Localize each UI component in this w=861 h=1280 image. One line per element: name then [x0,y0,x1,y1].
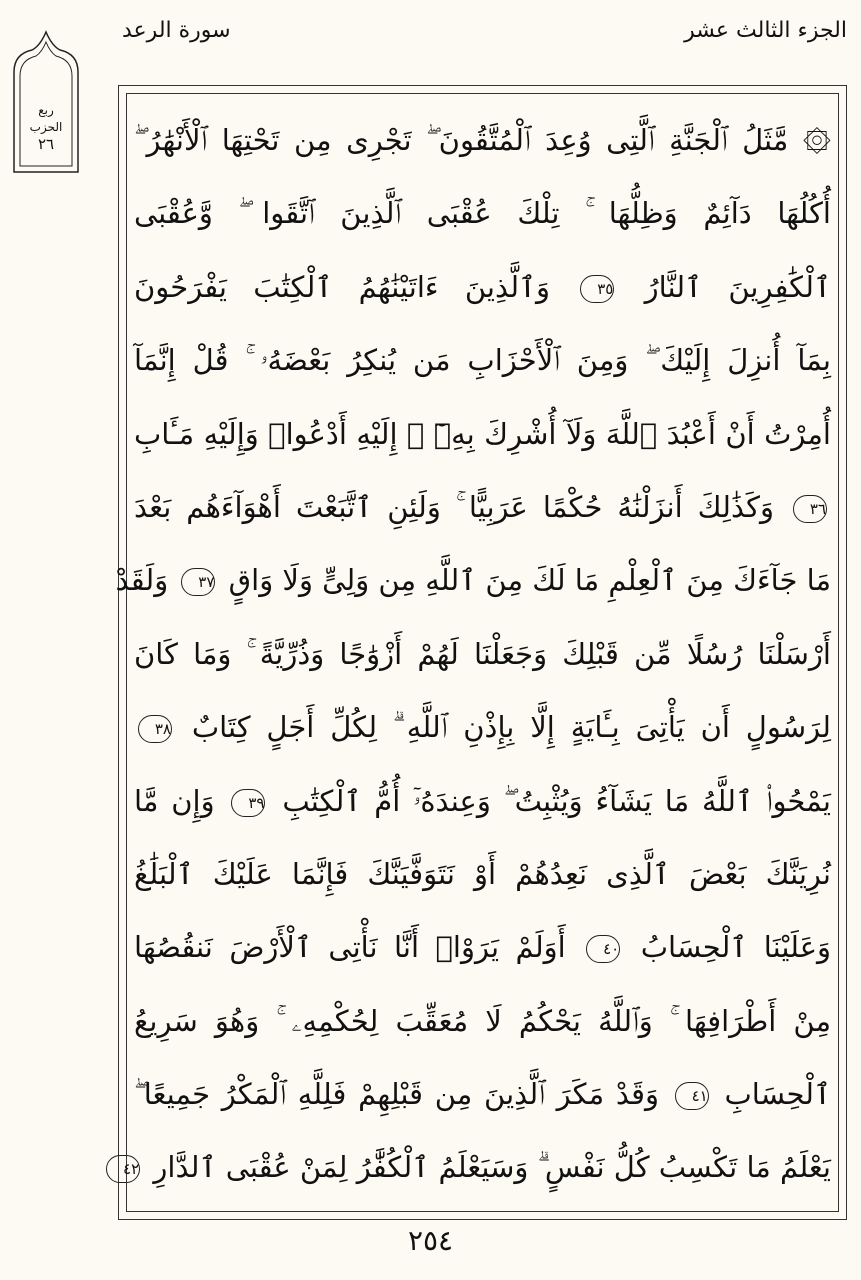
text-line: ٱلْحِسَابِ ٤١ وَقَدْ مَكَرَ ٱلَّذِينَ مِن قَبْلِهِمْ فَلِلَّهِ ٱلْمَكْرُ جَمِيعًا ۖ [134,1077,832,1112]
ayah-number: ٣٦ [793,495,827,523]
quran-text [115,104,832,1205]
text-line: مَا جَآءَكَ مِنَ ٱلْعِلْمِ مَا لَكَ مِنَ ٱللَّهِ مِن وَلِىٍّ وَلَا وَاقٍ ٣٧ وَلَقَدْ [115,563,831,598]
text-line: ۞ مَّثَلُ ٱلْجَنَّةِ ٱلَّتِى وُعِدَ ٱلْمُتَّقُونَ ۖ تَجْرِى مِن تَحْتِهَا ٱلْأَنْهَٰرُ ۖ [134,123,831,157]
ayah-number: ٣٨ [138,715,172,743]
hizb-quarter-label: ربع [38,103,54,117]
hizb-label: الحزب [29,120,63,134]
page-number: ٢٥٤ [407,1224,454,1257]
ayah-number: ٤٠ [586,935,620,963]
ayah-number: ٤١ [675,1082,709,1110]
text-line: ٣٦ وَكَذَٰلِكَ أَنزَلْنَٰهُ حُكْمًا عَرَبِيًّا ۚ وَلَئِنِ ٱتَّبَعْتَ أَهْوَآءَهُم بَعْدَ [134,489,827,524]
text-line: أَرْسَلْنَا رُسُلًا مِّن قَبْلِكَ وَجَعَلْنَا لَهُمْ أَزْوَٰجًا وَذُرِّيَّةً ۚ وَمَا كَانَ [134,636,831,671]
text-line: يَعْلَمُ مَا تَكْسِبُ كُلُّ نَفْسٍ ۗ وَسَيَعْلَمُ ٱلْكُفَّٰرُ لِمَنْ عُقْبَى ٱلدَّارِ ٤٢ [134,1131,831,1204]
text-line: ٱلْكَٰفِرِينَ ٱلنَّارُ ٣٥ وَٱلَّذِينَ ءَاتَيْنَٰهُمُ ٱلْكِتَٰبَ يَفْرَحُونَ [134,269,831,304]
juz-title: الجزء الثالث عشر [684,18,847,43]
text-line: أُكُلُهَا دَآئِمٌ وَظِلُّهَا ۚ تِلْكَ عُقْبَى ٱلَّذِينَ ٱتَّقَوا ۖ وَّعُقْبَى [134,196,831,231]
text-line: مِنْ أَطْرَافِهَا ۚ وَٱللَّهُ يَحْكُمُ لَا مُعَقِّبَ لِحُكْمِهِۦ ۚ وَهُوَ سَرِيعُ [134,1003,831,1038]
ayah-number: ٣٥ [580,275,614,303]
ayah-number: ٣٩ [231,789,265,817]
text-line: أُمِرْتُ أَنْ أَعْبُدَ ٱللَّهَ وَلَآ أُشْرِكَ بِهِۦٓ ۚ إِلَيْهِ أَدْعُوا۟ وَإِلَيْهِ مَـَٔابِ [134,416,831,451]
hizb-marker [10,28,82,174]
text-line: لِرَسُولٍ أَن يَأْتِىَ بِـَٔايَةٍ إِلَّا بِإِذْنِ ٱللَّهِ ۗ لِكُلِّ أَجَلٍ كِتَابٌ ٣٨ [134,691,831,764]
text-line: يَمْحُوا۟ ٱللَّهُ مَا يَشَآءُ وَيُثْبِتُ ۖ وَعِندَهُۥٓ أُمُّ ٱلْكِتَٰبِ ٣٩ وَإِن مَّا [134,783,831,818]
hizb-number: ٢٦ [37,135,55,153]
ayah-number: ٣٧ [181,568,215,596]
text-line: نُرِيَنَّكَ بَعْضَ ٱلَّذِى نَعِدُهُمْ أَوْ نَتَوَفَّيَنَّكَ فَإِنَّمَا عَلَيْكَ ٱلْبَلَٰغُ [134,856,831,891]
surah-title: سورة الرعد [122,18,231,43]
text-line: بِمَآ أُنزِلَ إِلَيْكَ ۖ وَمِنَ ٱلْأَحْزَابِ مَن يُنكِرُ بَعْضَهُۥ ۚ قُلْ إِنَّمَآ [134,343,831,378]
text-line: وَعَلَيْنَا ٱلْحِسَابُ ٤٠ أَوَلَمْ يَرَوْا۟ أَنَّا نَأْتِى ٱلْأَرْضَ نَنقُصُهَا [134,930,832,965]
ayah-number: ٤٢ [106,1155,140,1183]
